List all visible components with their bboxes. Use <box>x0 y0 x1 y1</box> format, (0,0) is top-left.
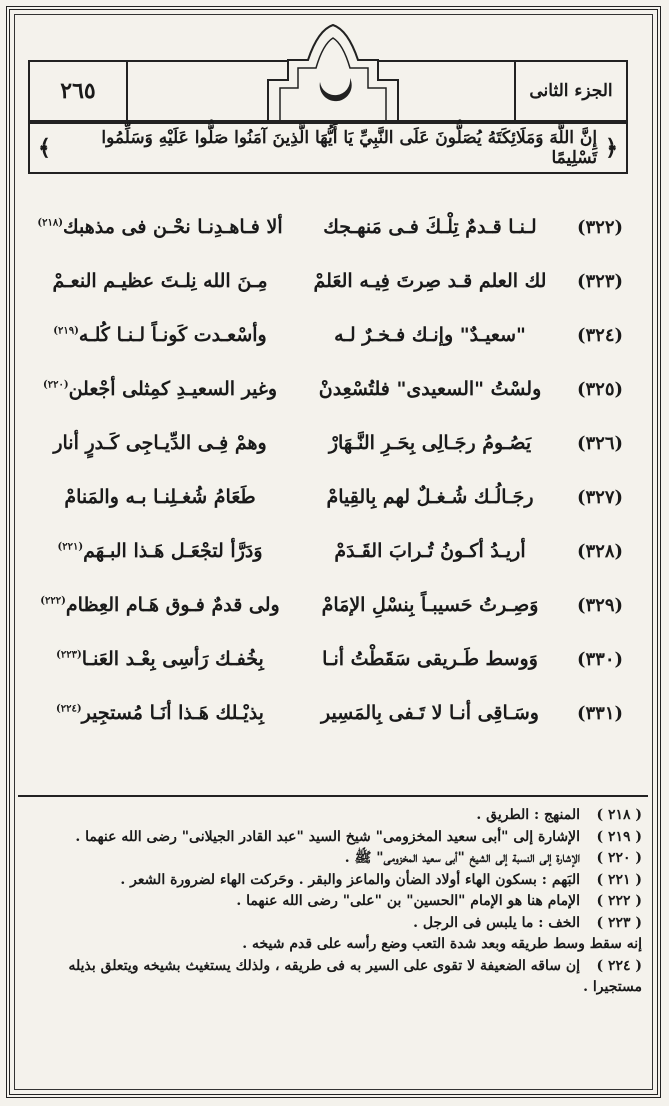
footnote-item <box>22 870 642 892</box>
verse-number: (٣٢٩) <box>576 594 624 616</box>
verse-row <box>20 632 640 686</box>
footnote-number: ( ٢١٩ ) <box>596 828 642 845</box>
footnote-text: الإشارة إلى "أبى سعيد المخزومى" شيخ السيد "عبد القادر الجيلانى" رضى الله عنهما . <box>75 828 580 845</box>
verse-second-text: وهمْ فِـى الدِّيـاجِى كَـدرٍ أنار <box>53 432 267 454</box>
verse-row <box>20 686 640 740</box>
verse-number: (٣٢٦) <box>576 432 624 454</box>
verse-second-text: وغير السعيـدِ كمِثلى أجْعلن <box>68 378 278 400</box>
footnote-text: إنه سقط وسط طريقه وبعد شدة التعب وضع رأسه على قدم شيخه . <box>242 936 642 952</box>
footnote-marker: (٢٢٤) <box>56 703 82 715</box>
verse-first-hemistich: لك العلم قـد صِرتَ فِيـه العَلمْ <box>313 270 547 292</box>
verse-second-hemistich <box>20 486 300 508</box>
footnote-marker: (٢٢٣) <box>56 649 82 661</box>
verse-second-text: وَدَرَّأ لتجْعَـل هَـذا البـهَم <box>83 540 263 562</box>
verse-number: (٣٢٧) <box>576 486 624 508</box>
ornament-bracket-icon: ﴾ <box>38 135 51 161</box>
footnote-marker: (٢٢١) <box>57 541 84 553</box>
verse-second-hemistich <box>20 648 300 670</box>
verse-second-hemistich <box>20 432 300 454</box>
footnote-divider <box>18 795 648 797</box>
footnote-item <box>22 956 642 978</box>
verse-second-hemistich <box>20 270 300 292</box>
verse-row <box>20 362 640 416</box>
footnote-number: ( ٢٢٤ ) <box>596 957 642 974</box>
verse-second-hemistich <box>20 702 300 724</box>
verse-number: (٣٣٠) <box>576 648 624 670</box>
verse-second-hemistich <box>20 324 300 346</box>
footnote-text: الإمام هنا هو الإمام "الحسين" بن "على" رضى الله عنهما . <box>236 893 580 909</box>
verse-second-hemistich <box>20 594 300 616</box>
crescent-arch-ornament <box>258 20 408 120</box>
part-title: الجزء الثانى <box>514 62 626 120</box>
verse-number: (٣٢٢) <box>576 216 624 238</box>
verse-row <box>20 416 640 470</box>
poem-verses <box>20 200 640 760</box>
verse-row <box>20 254 640 308</box>
verse-row <box>20 470 640 524</box>
footnote-marker: (٢١٩) <box>53 325 79 337</box>
footnote-number: ( ٢٢٢ ) <box>596 893 642 909</box>
ornament-bracket-icon: ﴿ <box>605 135 618 161</box>
verse-second-text: ألا فـاهـدِنـا نحْـن فى مذهبك <box>62 216 283 238</box>
quran-verse-text: إِنَّ اللَّهَ وَمَلَائِكَتَهُ يُصَلُّونَ عَلَى النَّبِيِّ يَا أَيُّهَا الَّذِينَ آمَنُوا صَلُّوا عَلَيْهِ وَسَلِّمُوا تَسْلِيمًا <box>101 128 598 168</box>
footnote-text: الإشارة إلى النسبة إلى الشيخ "أبى سعيد المخزومى" ﷺ . <box>344 850 580 866</box>
footnote-number: ( ٢٢٣ ) <box>596 914 642 931</box>
footnote-number: ( ٢١٨ ) <box>596 807 642 823</box>
verse-second-text: ولى قدمٌ فـوق هَـام العِظام <box>65 594 280 616</box>
verse-second-text: طَعَامُ شُغـلِنـا بـه والمَنامْ <box>64 486 256 508</box>
footnotes <box>22 805 642 999</box>
verse-number: (٣٢٤) <box>576 324 624 346</box>
verse-first-hemistich: لـنـا قـدمٌ تِلْـكَ فـى مَنهـجك <box>323 216 537 238</box>
footnote-marker: (٢١٨) <box>37 217 63 229</box>
footnote-item <box>22 805 642 827</box>
footnote-number: ( ٢٢١ ) <box>596 871 642 888</box>
footnote-text: إن ساقه الضعيفة لا تقوى على السير به فى طريقه ، ولذلك يستغيث بشيخه ويتعلق بذيله <box>68 957 580 974</box>
quran-verse-banner <box>28 122 628 174</box>
footnote-text: مستجيرا . <box>583 979 642 995</box>
footnote-marker: (٢٢٢) <box>40 595 66 607</box>
footnote-number: ( ٢٢٠ ) <box>596 850 642 866</box>
footnote-item <box>22 827 642 849</box>
verse-first-hemistich: يَصُـومُ رجَـالِى بِحَـرِ النَّـهَارْ <box>328 432 532 454</box>
verse-second-hemistich <box>20 378 300 400</box>
footnote-item <box>22 848 642 870</box>
footnote-item <box>22 913 642 935</box>
verse-second-text: وأسْعـدت كَونـاً لـنـا كُلـه <box>78 324 267 346</box>
verse-first-hemistich: رجَـالُـك شُـغـلٌ لهم بِالقِيامْ <box>326 486 534 508</box>
verse-number: (٣٢٨) <box>576 540 624 562</box>
footnote-marker: (٢٢٠) <box>42 379 69 391</box>
verse-second-hemistich <box>20 216 300 238</box>
verse-first-hemistich: "سعيـدٌ" وإنـك فـخـرٌ لـه <box>334 324 526 346</box>
verse-row <box>20 524 640 578</box>
verse-second-text: مِـنَ الله نِلـتَ عظيـم النعـمْ <box>52 270 268 292</box>
footnote-item <box>22 934 642 956</box>
verse-first-hemistich: أريـدُ أكـونُ تُـرابَ القَـدَمْ <box>334 540 526 562</box>
verse-second-text: بِخُفـك رَأسِى بِعْـد العَنـا <box>81 648 264 670</box>
verse-row <box>20 308 640 362</box>
verse-row <box>20 578 640 632</box>
verse-first-hemistich: وسَـاقِى أنـا لا تَـفى بِالمَسِير <box>321 702 539 724</box>
verse-row <box>20 200 640 254</box>
verse-second-text: بِذيْـلك هَـذا أنَـا مُستجِير <box>81 702 264 724</box>
footnote-text: الخف : ما يلبس فى الرجل . <box>413 914 580 931</box>
page-number: ٢٦٥ <box>30 62 128 120</box>
verse-number: (٣٣١) <box>576 702 624 724</box>
verse-second-hemistich <box>20 540 300 562</box>
verse-first-hemistich: وَوسط طَـريقى سَقَطْتُ أنـا <box>322 648 538 670</box>
verse-number: (٣٢٥) <box>576 378 624 400</box>
footnote-item <box>22 891 642 913</box>
verse-first-hemistich: ولسْتُ "السعيدى" فلتُسْعِدنْ <box>318 378 542 400</box>
verse-number: (٣٢٣) <box>576 270 624 292</box>
verse-first-hemistich: وَصِـرتُ حَسيبـاً بِنسْلِ الإمَامْ <box>321 594 539 616</box>
footnote-item <box>22 977 642 999</box>
footnote-text: المنهج : الطريق . <box>476 807 580 823</box>
footnote-text: البَهم : بسكون الهاء أولاد الضأن والماعز والبقر . وحَركت الهاء لضرورة الشعر . <box>120 871 580 888</box>
